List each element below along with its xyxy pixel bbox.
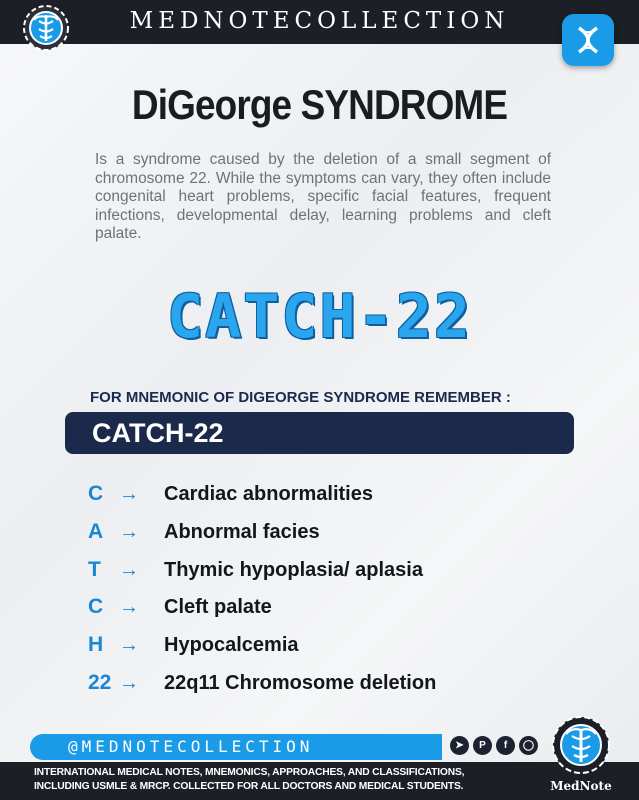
mnemonic-row: [0, 589, 639, 625]
logo-label: MedNote: [550, 779, 612, 793]
page-title: DiGeorge SYNDROME: [131, 81, 508, 128]
dna-badge-icon: [562, 14, 614, 66]
mnemonic-letter: A: [88, 520, 104, 543]
description-text: Is a syndrome caused by the deletion of a small segment of chromosome 22. While the symptoms can vary, they often include congenital heart problems, specific facial features, frequent infections, developmental delay, learning problems and cleft palate.: [95, 151, 551, 242]
mnemonic-meaning: Cardiac abnormalities: [164, 483, 373, 505]
arrow-icon: →: [119, 634, 139, 656]
arrow-icon: →: [119, 596, 139, 618]
mnemonic-meaning: Abnormal facies: [164, 521, 320, 543]
mednote-logo-icon: [20, 2, 72, 54]
telegram-icon[interactable]: ➤: [450, 736, 469, 755]
mnemonic-letter: 22: [88, 671, 112, 694]
arrow-icon: →: [119, 483, 139, 505]
arrow-icon: →: [119, 521, 139, 543]
brand-title: MEDNOTECOLLECTION: [129, 8, 510, 34]
mnemonic-letter: C: [88, 595, 104, 618]
arrow-icon: →: [119, 672, 139, 694]
facebook-icon[interactable]: f: [496, 736, 515, 755]
mnemonic-meaning: 22q11 Chromosome deletion: [164, 672, 437, 694]
mnemonic-meaning: Cleft palate: [164, 596, 272, 618]
mnemonic-letter: C: [88, 482, 104, 505]
mnemonic-row: [0, 514, 639, 550]
mnemonic-label: FOR MNEMONIC OF DIGEORGE SYNDROME REMEMBER :: [90, 389, 511, 406]
instagram-icon[interactable]: ◯: [519, 736, 538, 755]
channel-handle[interactable]: @MEDNOTECOLLECTION: [68, 737, 314, 756]
footer-description: [34, 766, 504, 794]
footer-line: INTERNATIONAL MEDICAL NOTES, MNEMONICS, APPROACHES, AND CLASSIFICATIONS,: [34, 767, 465, 778]
mednote-logo-icon: [546, 712, 616, 782]
mnemonic-letter: T: [88, 558, 101, 581]
mnemonic-row: [0, 476, 639, 512]
mnemonic-meaning: Thymic hypoplasia/ aplasia: [164, 559, 423, 581]
mnemonic-title: CATCH-22: [92, 418, 224, 448]
mnemonic-letter: H: [88, 633, 104, 656]
big-heading: CATCH-22: [167, 282, 472, 352]
mnemonic-row: [0, 552, 639, 588]
arrow-icon: →: [119, 559, 139, 581]
footer-line: INCLUDING USMLE & MRCP. COLLECTED FOR ALL DOCTORS AND MEDICAL STUDENTS.: [34, 781, 464, 792]
mnemonic-meaning: Hypocalcemia: [164, 634, 299, 656]
mnemonic-row: [0, 627, 639, 663]
mnemonic-row: [0, 665, 639, 701]
pinterest-icon[interactable]: P: [473, 736, 492, 755]
